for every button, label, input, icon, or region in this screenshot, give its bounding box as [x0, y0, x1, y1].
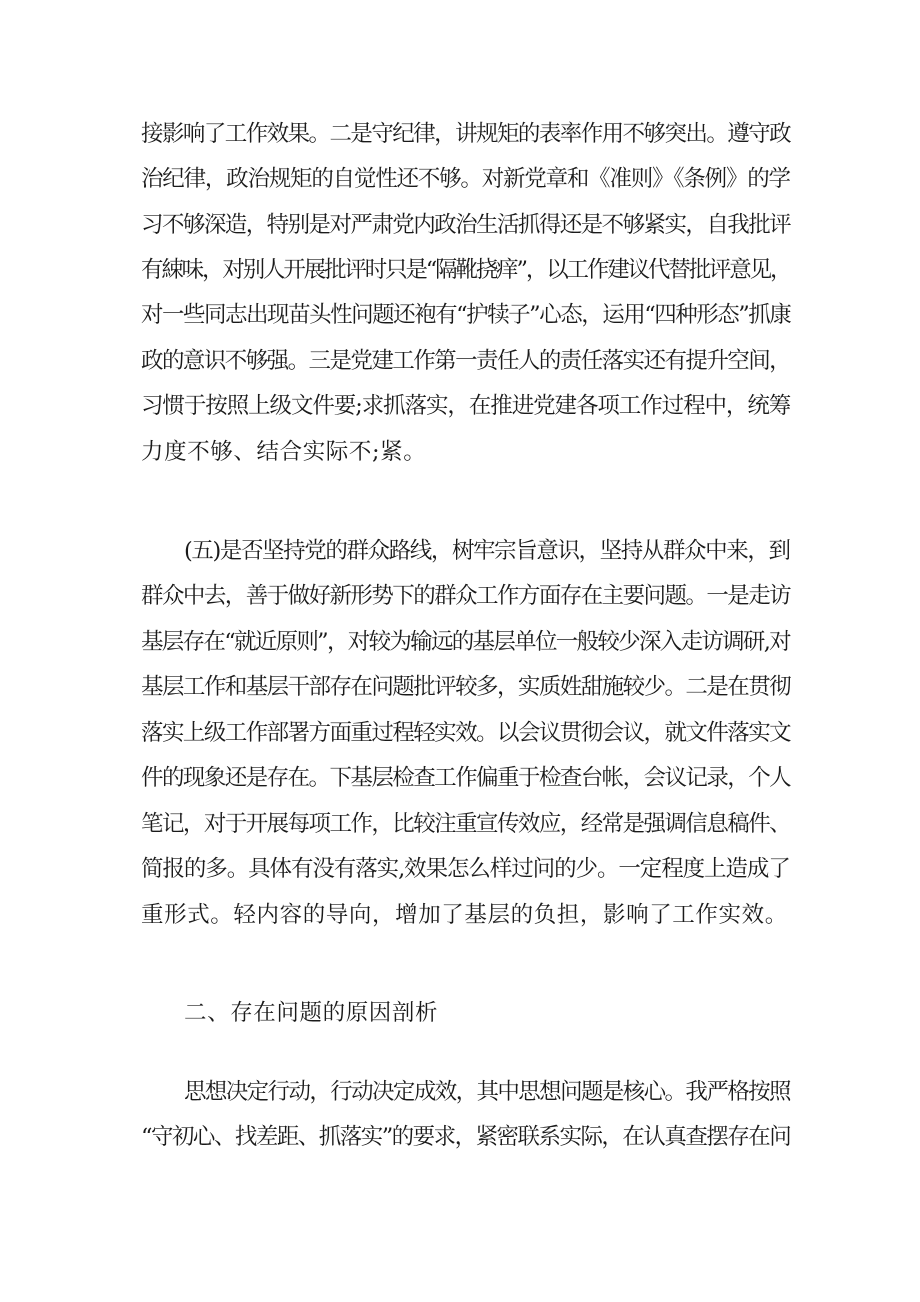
text-line: 基层工作和基层干部存在问题批评较多，实质姓甜施较少。二是在贯彻	[141, 674, 791, 700]
text-line: 重形式。轻内容的导向，增加了基层的负担，影响了工作实效。	[141, 902, 788, 928]
text-line: 习不够深造，特别是对严肃党内政治生活抓得还是不够紧实，自我批评	[141, 212, 791, 238]
text-line: 简报的多。具体有没有落实,效果怎么样过问的少。一定程度上造成了	[141, 856, 790, 882]
text-line: 群众中去，善于做好新形势下的群众工作方面存在主要问题。一是走访	[141, 583, 791, 609]
text-line: 力度不够、结合实际不;紧。	[141, 439, 427, 465]
text-line: 有綀味，对别人开展批评时只是“隔靴挠痒”，以工作建议代替批评意见，	[141, 257, 791, 283]
text-line: 政的意识不够强。三是党建工作第一责任人的责任落实还有提升空间，	[141, 348, 791, 374]
text-line: 对一些同志出现苗头性问题还袍有“护犊子”心态，运用“四种形态”抓康	[141, 302, 791, 328]
text-line: 落实上级工作部署方面重过程轻实效。以会议贯彻会议，就文件落实文	[141, 720, 791, 746]
text-line: 治纪律，政治规矩的自觉性还不够。对新党章和《准则》《条例》的学	[141, 166, 790, 192]
text-line: 思想决定行动，行动决定成效，其中思想问题是核心。我严格按照	[184, 1079, 790, 1105]
section-heading: 二、存在问题的原因剖析	[184, 1000, 439, 1026]
text-line: 接影响了工作效果。二是守纪律，讲规矩的表率作用不够突出。遵守政	[141, 121, 791, 147]
text-line: 笔记，对于开展每项工作，比较注重宣传效应，经常是强调信息稿件、	[141, 811, 791, 837]
text-line: 件的现象还是存在。下基层检查工作偏重于检查台帐，会议记录，个人	[141, 765, 791, 791]
text-line: (五)是否坚持党的群众路线，树牢宗旨意识，坚持从群众中来，到	[184, 538, 790, 564]
text-line: 基层存在“就近原则”，对较为输远的基层单位一般较少深入走访调研,对	[141, 629, 790, 655]
text-line: “守初心、找差距、抓落实”的要求，紧密联系实际，在认真查摆存在问	[141, 1124, 791, 1150]
text-line: 习惯于按照上级文件要;求抓落实，在推进党建各项工作过程中，统筹	[141, 393, 791, 419]
